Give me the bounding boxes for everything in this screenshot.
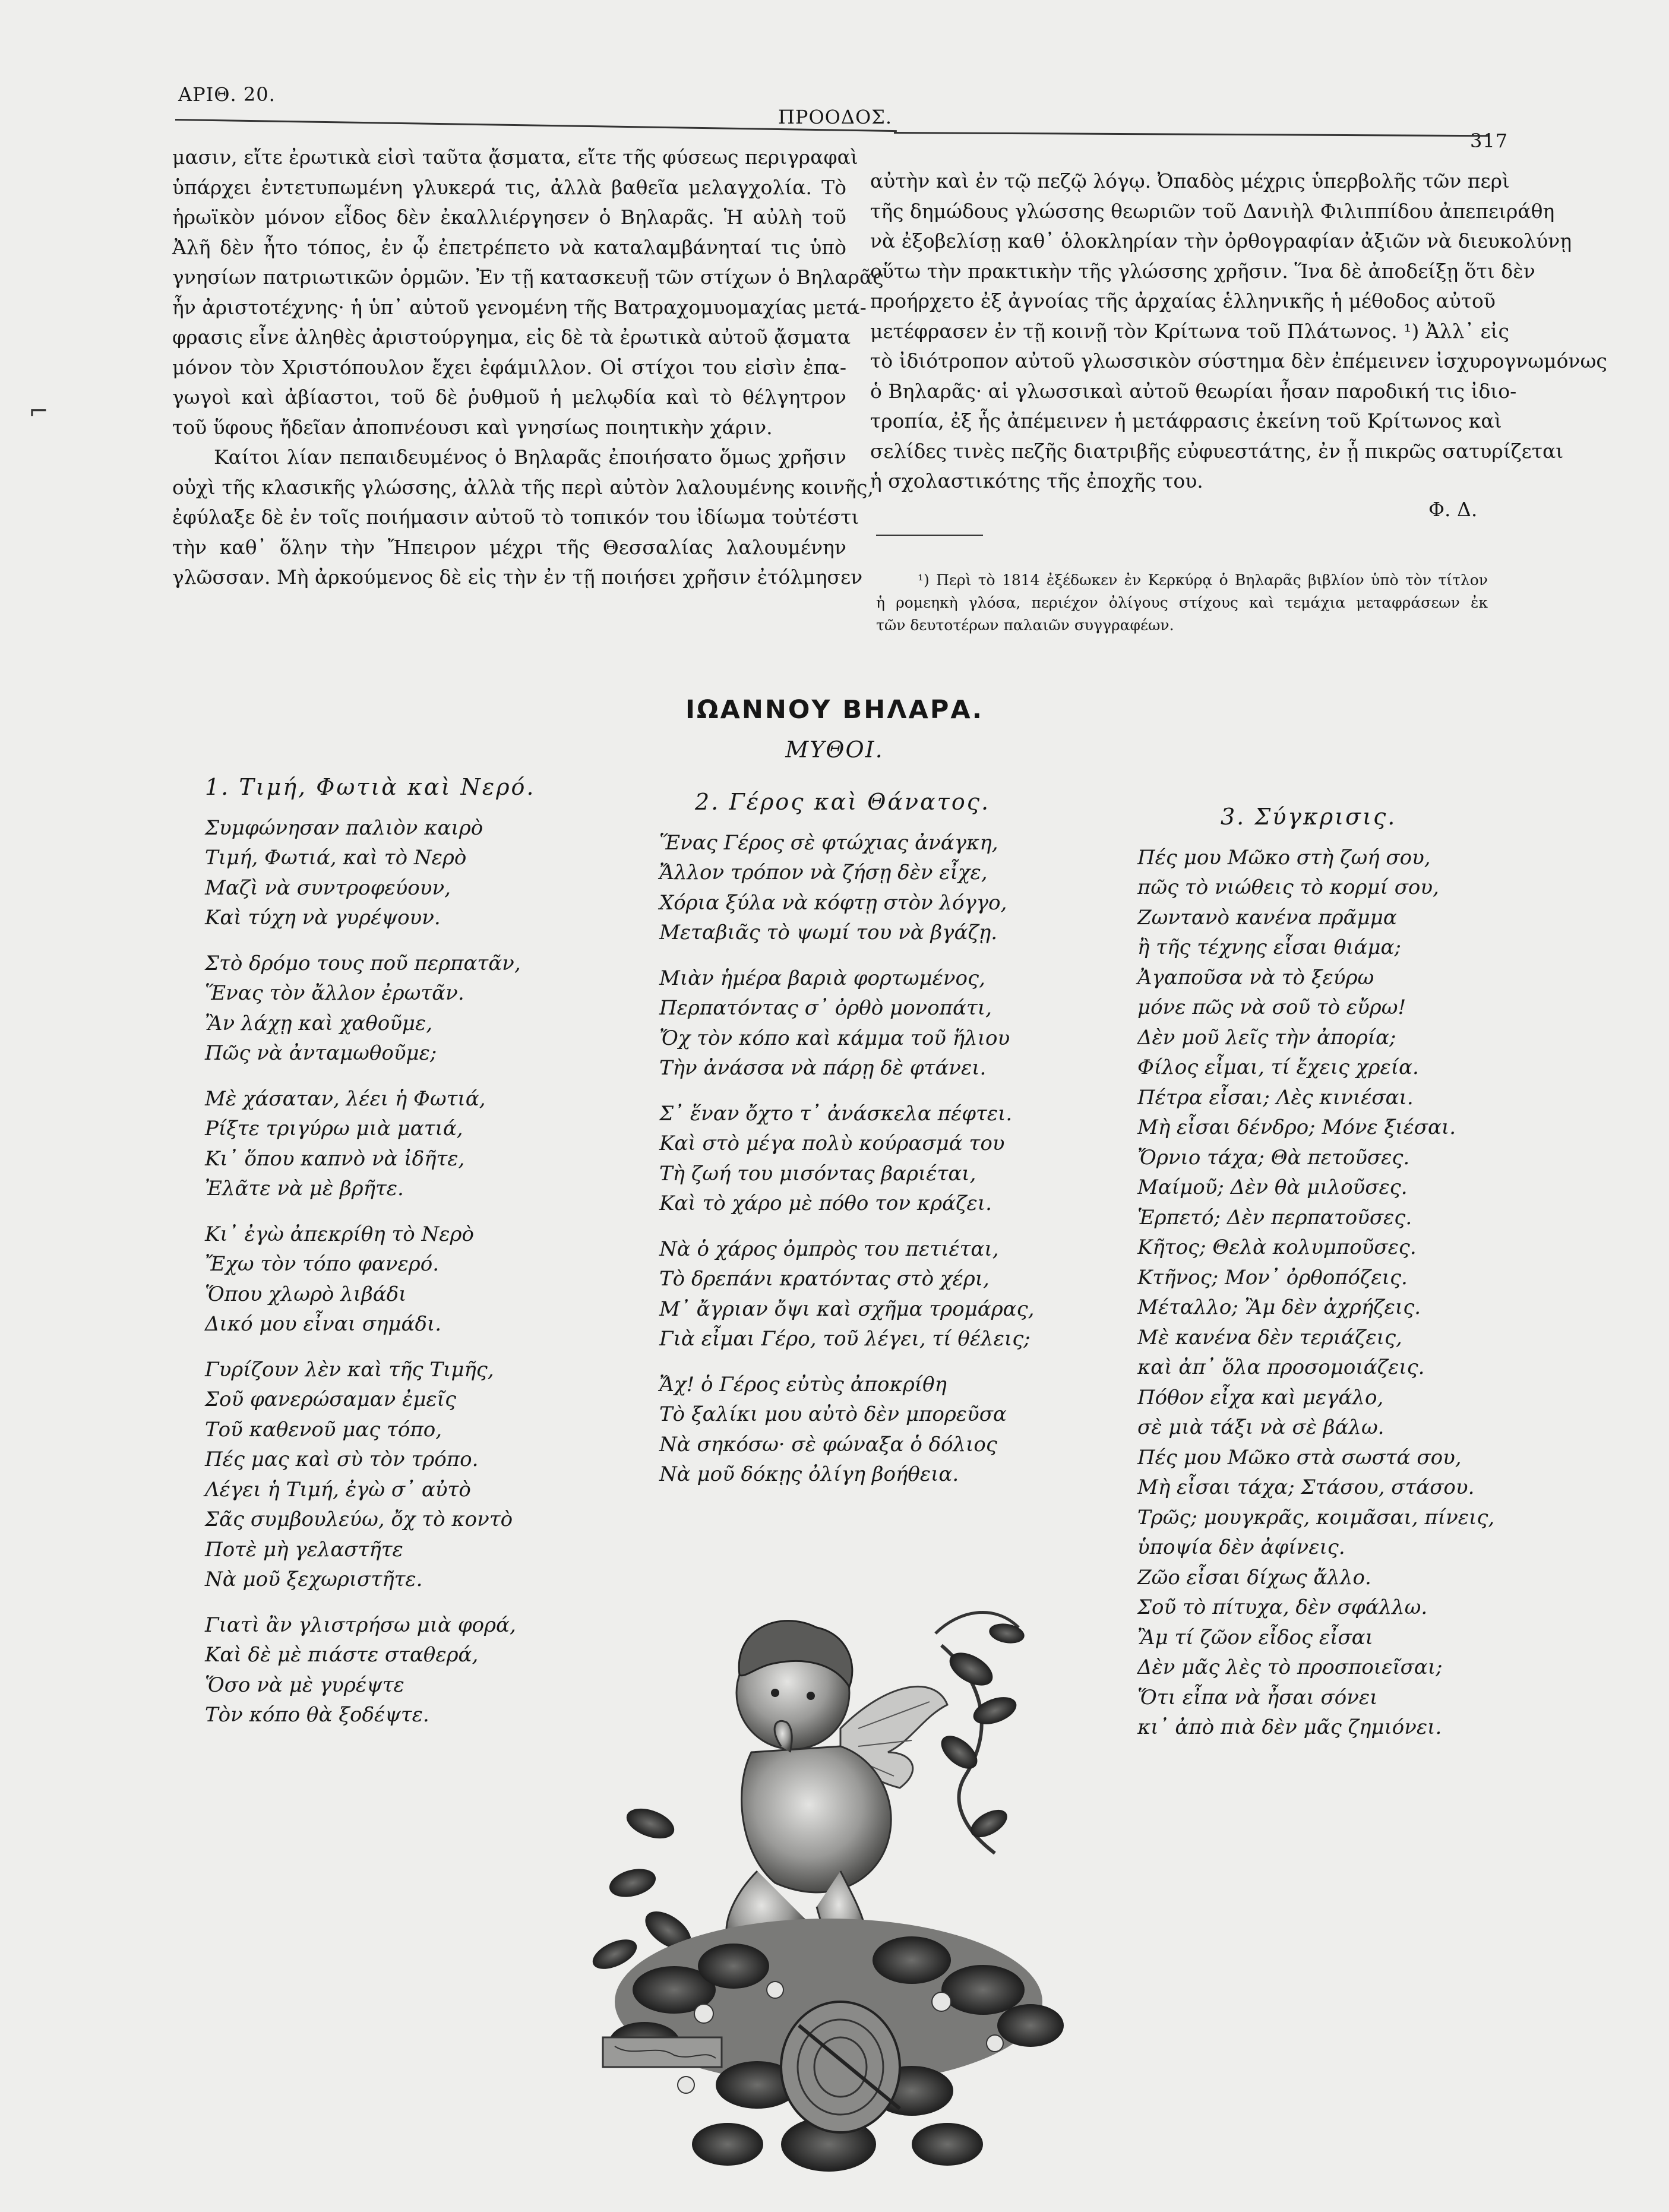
poem2-verse-line: Καὶ στὸ μέγα πολὺ κούρασμά του <box>659 1132 1005 1155</box>
poem3-verse-line: Πές μου Μῶκο στὴ ζωή σου, <box>1137 845 1431 870</box>
right-col-line: σελίδες τινὲς πεζῆς διατριβῆς εὐφυεστάτης, ἐν ᾗ πικρῶς σατυρίζεται <box>870 439 1564 463</box>
poems-section-heading: ΜΥΘΟΙ. <box>785 737 884 763</box>
margin-mark: ⌐ <box>29 398 49 425</box>
poem1-verse-line: Ἕνας τὸν ἄλλον ἐρωτᾶν. <box>205 981 464 1005</box>
poem1-verse-line: Ὅσο νὰ μὲ γυρέψτε <box>205 1673 404 1697</box>
poem3-verse-line: Κτῆνος; Μον᾿ ὀρθοπόζεις. <box>1137 1265 1408 1290</box>
footnote-line: τῶν δευτοτέρων παλαιῶν συγγραφέων. <box>876 617 1174 634</box>
poem1-verse-line: Σᾶς συμβουλεύω, ὄχ τὸ κοντὸ <box>205 1508 513 1531</box>
poem3-verse-line: Ἑρπετό; Δὲν περπατοῦσες. <box>1137 1205 1412 1230</box>
poem-1 <box>205 772 536 1746</box>
poem-2 <box>659 787 1035 1505</box>
poem1-verse-line: Μὲ χάσαταν, λέει ἡ Φωτιά, <box>205 1086 486 1111</box>
poem3-verse-line: Ζῶο εἶσαι δίχως ἄλλο. <box>1137 1565 1371 1590</box>
poem1-verse-line: Γιατὶ ἂν γλιστρήσω μιὰ φορά, <box>205 1613 516 1637</box>
left-prose-column <box>172 143 884 593</box>
journal-title: ΠΡΟΟΔΟΣ. <box>778 106 893 128</box>
poem1-verse-line: Κι᾿ ἐγὼ ἀπεκρίθη τὸ Νερὸ <box>205 1222 474 1246</box>
poem3-verse-line: Σοῦ τὸ πίτυχα, δὲν σφάλλω. <box>1137 1595 1428 1619</box>
poem1-verse-line: Ποτὲ μὴ γελαστῆτε <box>205 1537 403 1562</box>
footnote-line: ¹) Περὶ τὸ 1814 ἐξέδωκεν ἐν Κερκύρᾳ ὁ Βηλαρᾶς βιβλίον ὑπὸ τὸν τίτλον <box>918 571 1488 589</box>
poem3-verse-line: Μὴ εἶσαι τάχα; Στάσου, στάσου. <box>1137 1475 1475 1499</box>
footnote-rule <box>876 535 983 536</box>
poem3-verse-line: κι᾿ ἀπὸ πιὰ δὲν μᾶς ζημιόνει. <box>1137 1715 1442 1739</box>
round-shield <box>781 2002 900 2132</box>
issue-number: ΑΡΙΘ. 20. <box>178 83 276 106</box>
poem3-verse-line: Πόθον εἶχα καὶ μεγάλο, <box>1137 1385 1384 1410</box>
poem3-verse-line: Ζωντανὸ κανένα πρᾶμμα <box>1137 905 1397 930</box>
poem2-verse-line: Περπατόντας σ᾿ ὀρθὸ μονοπάτι, <box>659 996 992 1020</box>
poem1-verse-line: Μαζὶ νὰ συντροφεύουν, <box>205 876 451 900</box>
poem1-stanza <box>205 1355 536 1595</box>
poem1-verse-line: Ἐλᾶτε νὰ μὲ βρῆτε. <box>205 1177 404 1200</box>
right-prose-column <box>870 166 1607 497</box>
poem1-verse-line: Ρίξτε τριγύρω μιὰ ματιά, <box>205 1117 463 1140</box>
poem2-stanza <box>659 963 1035 1083</box>
poem2-verse-line: Ἄχ! ὁ Γέρος εὐτὺς ἀποκρίθη <box>659 1372 947 1396</box>
stone-ledge <box>603 2037 722 2067</box>
left-col-line: ὑπάρχει ἐντετυπωμένη γλυκερά τις, ἀλλὰ βαθεῖα μελαγχολία. Τὸ <box>172 175 846 199</box>
poem2-verse-line: Τὸ ξαλίκι μου αὐτὸ δὲν μπορεῦσα <box>659 1402 1007 1426</box>
poem1-verse-line: Πῶς νὰ ἀνταμωθοῦμε; <box>205 1041 437 1065</box>
poem-1-title: 1. Τιμή, Φωτιὰ καὶ Νερό. <box>205 774 536 800</box>
right-col-line: αὐτὴν καὶ ἐν τῷ πεζῷ λόγῳ. Ὀπαδὸς μέχρις ὑπερβολῆς τῶν περὶ <box>870 169 1510 192</box>
poem1-verse-line: Πές μας καὶ σὺ τὸν τρόπο. <box>205 1448 479 1471</box>
poem1-verse-line: Νὰ μοῦ ξεχωριστῆτε. <box>205 1568 423 1591</box>
poem2-verse-line: Νὰ μοῦ δόκῃς ὀλίγη βοήθεια. <box>659 1462 959 1486</box>
poem3-verse-line: Μὴ εἶσαι δένδρο; Μόνε ξιέσαι. <box>1137 1116 1456 1139</box>
poem1-verse-line: Γυρίζουν λὲν καὶ τῆς Τιμῆς, <box>205 1357 494 1382</box>
poem3-verse-line: Μέταλλο; Ἂμ δὲν ἀχρήζεις. <box>1137 1295 1421 1319</box>
poem2-verse-line: Μιὰν ἡμέρα βαριὰ φορτωμένος, <box>659 966 985 990</box>
left-col-line: μασιν, εἴτε ἐρωτικὰ εἰσὶ ταῦτα ᾄσματα, εἴτε τῆς φύσεως περιγραφαὶ <box>172 146 858 169</box>
poem1-stanza <box>205 949 536 1069</box>
header-rule-right <box>894 132 1488 137</box>
poem2-verse-line: Τὸ δρεπάνι κρατόντας στὸ χέρι, <box>659 1267 990 1291</box>
poem1-verse-line: Λέγει ἡ Τιμή, ἐγὼ σ᾿ αὐτὸ <box>205 1477 471 1502</box>
poem1-verse-line: Κι᾿ ὅπου καπνὸ νὰ ἰδῆτε, <box>205 1146 465 1171</box>
left-col-line: οὐχὶ τῆς κλασικῆς γλώσσης, ἀλλὰ τῆς περὶ αὐτὸν λαλουμένης κοινῆς, <box>172 475 874 499</box>
right-col-line: ὁ Βηλαρᾶς· αἱ γλωσσικαὶ αὐτοῦ θεωρίαι ἦσαν παροδική τις ἰδιο- <box>870 379 1517 403</box>
poem3-verse-line: Δὲν μοῦ λεῖς τὴν ἀπορία; <box>1137 1025 1396 1050</box>
poem2-verse-line: Τὴν ἀνάσσα νὰ πάρῃ δὲ φτάνει. <box>659 1056 987 1080</box>
poem-2-title: 2. Γέρος καὶ Θάνατος. <box>695 789 991 815</box>
poem3-verse-line: Ἀγαποῦσα νὰ τὸ ξεύρω <box>1137 965 1374 990</box>
left-col-line: ἡρωϊκὸν μόνον εἶδος δὲν ἐκαλλιέργησεν ὁ Βηλαρᾶς. Ἡ αὐλὴ τοῦ <box>172 206 846 229</box>
poem2-verse-line: Καὶ τὸ χάρο μὲ πόθο τον κράζει. <box>659 1192 992 1215</box>
left-col-line: Καίτοι λίαν πεπαιδευμένος ὁ Βηλαρᾶς ἐποιήσατο ὅμως χρῆσιν <box>214 445 846 469</box>
page-number: 317 <box>1470 129 1509 152</box>
poems-author-heading: ΙΩΑΝΝΟΥ ΒΗΛΑΡΑ. <box>685 695 984 725</box>
left-col-line: ἦν ἀριστοτέχνης· ἡ ὑπ᾿ αὐτοῦ γενομένη τῆς Βατραχομυομαχίας μετά- <box>172 295 867 319</box>
poem2-stanza <box>659 1099 1035 1219</box>
footnote-line: ἡ ρομεηκὴ γλόσα, περιέχον ὀλίγους στίχους καὶ τεμάχια μεταφράσεων ἐκ <box>876 594 1488 611</box>
poem1-verse-line: Δικό μου εἶναι σημάδι. <box>205 1312 442 1336</box>
left-col-line: γλῶσσαν. Μὴ ἀρκούμενος δὲ εἰς τὴν ἐν τῇ ποιήσει χρῆσιν ἐτόλμησεν <box>172 565 863 589</box>
footnote <box>876 569 1488 637</box>
poem1-stanza <box>205 1084 536 1204</box>
right-col-line: ἡ σχολαστικότης τῆς ἐποχῆς του. <box>870 469 1203 492</box>
cherub-figure <box>726 1621 891 1958</box>
poem1-verse-line: Ὅπου χλωρὸ λιβάδι <box>205 1282 407 1306</box>
poem3-verse-line: μόνε πῶς νὰ σοῦ τὸ εὔρω! <box>1137 996 1406 1019</box>
poem3-verse-line: Ὅτι εἶπα νὰ ἦσαι σόνει <box>1137 1685 1378 1709</box>
poem1-verse-line: Καὶ δὲ μὲ πιάστε σταθερά, <box>205 1643 479 1667</box>
poem1-verse-line: Τοῦ καθενοῦ μας τόπο, <box>205 1417 442 1442</box>
poem3-verse-line: Κῆτος; Θελὰ κολυμποῦσες. <box>1137 1235 1417 1259</box>
poem1-verse-line: Καὶ τύχη νὰ γυρέψουν. <box>205 906 441 930</box>
poem-3 <box>1137 802 1494 1743</box>
poem2-verse-line: Τὴ ζωή του μισόντας βαριέται, <box>659 1161 976 1186</box>
poem2-verse-line: Νὰ ὁ χάρος ὀμπρὸς του πετιέται, <box>659 1237 999 1261</box>
poem3-verse-line: πῶς τὸ νιώθεις τὸ κορμί σου, <box>1137 876 1439 899</box>
poem1-verse-line: Τὸν κόπο θὰ ξοδέψτε. <box>205 1703 429 1727</box>
right-col-line: τροπία, ἐξ ἧς ἀπέμεινεν ἡ μετάφρασις ἐκείνη τοῦ Κρίτωνος καὶ <box>870 409 1502 432</box>
poem2-stanza <box>659 1234 1035 1354</box>
poem3-verse-line: Μὲ κανένα δὲν τεριάζεις, <box>1137 1325 1402 1350</box>
poem3-verse-line: Ἂμ τί ζῶον εἶδος εἶσαι <box>1137 1625 1373 1649</box>
poem3-verse-line: Πέτρα εἶσαι; Λὲς κινιέσαι. <box>1137 1085 1414 1110</box>
right-col-line: τὸ ἰδιότροπον αὐτοῦ γλωσσικὸν σύστημα δὲν ἐπέμεινεν ἰσχυρογνωμόνως <box>870 349 1607 372</box>
poem3-verse-line: Μαίμοῦ; Δὲν θὰ μιλοῦσες. <box>1137 1175 1408 1199</box>
left-col-line: μόνον τὸν Χριστόπουλον ἔχει ἐφάμιλλον. Οἱ στίχοι του εἰσὶν ἐπα- <box>172 355 846 379</box>
right-col-line: προήρχετο ἐξ ἀγνοίας τῆς ἀρχαίας ἑλληνικῆς ἡ μέθοδος αὐτοῦ <box>870 289 1496 312</box>
poem3-verse-line: Δὲν μᾶς λὲς τὸ προσποιεῖσαι; <box>1137 1655 1443 1679</box>
poem3-verse-line: Ὄρνιο τάχα; Θὰ πετοῦσες. <box>1137 1145 1410 1170</box>
poem2-verse-line: Χόρια ξύλα νὰ κόφτῃ στὸν λόγγο, <box>659 890 1007 915</box>
left-col-line: γνησίων πατριωτικῶν ὁρμῶν. Ἐν τῇ κατασκευῇ τῶν στίχων ὁ Βηλαρᾶς <box>172 266 884 289</box>
poem1-verse-line: Στὸ δρόμο τους ποῦ περπατᾶν, <box>205 951 521 975</box>
poem1-verse-line: Συμφώνησαν παλιὸν καιρὸ <box>205 816 483 840</box>
poem1-stanza <box>205 813 536 933</box>
right-col-line: τῆς δημώδους γλώσσης θεωριῶν τοῦ Δανιὴλ Φιλιππίδου ἀπεπειράθη <box>870 199 1555 223</box>
poem2-verse-line: Σ᾿ ἕναν ὄχτο τ᾿ ἀνάσκελα πέφτει. <box>659 1101 1013 1126</box>
poem2-verse-line: Γιὰ εἶμαι Γέρο, τοῦ λέγει, τί θέλεις; <box>659 1327 1031 1351</box>
poem3-verse-line: ὑποψία δὲν ἀφίνεις. <box>1137 1535 1345 1559</box>
poem2-verse-line: Ἕνας Γέρος σὲ φτώχιας ἀνάγκη, <box>659 830 998 855</box>
poem1-stanza <box>205 1610 536 1730</box>
poem3-verse-line: καὶ ἀπ᾿ ὅλα προσομοιάζεις. <box>1137 1355 1425 1379</box>
poem3-verse-line: Πές μου Μῶκο στὰ σωστά σου, <box>1137 1445 1462 1470</box>
left-col-line: ἐφύλαξε δὲ ἐν τοῖς ποιήμασιν αὐτοῦ τὸ τοπικόν του ἰδίωμα τοὐτέστι <box>172 505 859 529</box>
right-col-line: νὰ ἐξοβελίσῃ καθ᾿ ὁλοκληρίαν τὴν ὀρθογραφίαν ἀξιῶν νὰ διευκολύνῃ <box>870 229 1572 252</box>
poem1-stanza <box>205 1219 536 1339</box>
author-signature: Φ. Δ. <box>1428 498 1478 521</box>
left-col-line: τοῦ ὕφους ἤδεῖαν ἀποπνέουσι καὶ γνησίως ποιητικὴν χάριν. <box>172 415 773 439</box>
poem1-verse-line: Ἂν λάχῃ καὶ χαθοῦμε, <box>205 1011 433 1035</box>
poem2-verse-line: Μεταβιᾶς τὸ ψωμί του νὰ βγάζῃ. <box>659 921 998 944</box>
right-col-line: οὕτω τὴν πρακτικὴν τῆς γλώσσης χρῆσιν. Ἵνα δὲ ἀποδείξῃ ὅτι δὲν <box>870 259 1535 283</box>
poem-3-title: 3. Σύγκρισις. <box>1221 804 1397 830</box>
poem3-verse-line: ἢ τῆς τέχνης εἶσαι θιάμα; <box>1137 936 1401 959</box>
poem1-verse-line: Ἔχω τὸν τόπο φανερό. <box>205 1252 440 1276</box>
left-col-line: Ἀλῆ δὲν ἦτο τόπος, ἐν ᾧ ἐπετρέπετο νὰ καταλαμβάνηταί τις ὑπὸ <box>172 235 846 259</box>
right-col-line: μετέφρασεν ἐν τῇ κοινῇ τὸν Κρίτωνα τοῦ Πλάτωνος. ¹) Ἀλλ᾿ εἰς <box>870 319 1510 343</box>
left-col-line: τὴν καθ᾿ ὅλην τὴν Ἤπειρον μέχρι τῆς Θεσσαλίας λαλουμένην <box>172 535 846 559</box>
poem2-stanza <box>659 828 1035 948</box>
poem1-verse-line: Τιμή, Φωτιά, καὶ τὸ Νερὸ <box>205 846 467 870</box>
poem2-verse-line: Μ᾿ ἄγριαν ὄψι καὶ σχῆμα τρομάρας, <box>659 1297 1035 1321</box>
poem3-verse-line: Φίλος εἶμαι, τί ἔχεις χρεία. <box>1137 1056 1419 1079</box>
poem3-verse-line: σὲ μιὰ τάξι νὰ σὲ βάλω. <box>1137 1415 1384 1439</box>
left-col-line: φρασις εἶνε ἀληθὲς ἀριστούργημα, εἰς δὲ τὰ ἐρωτικὰ αὐτοῦ ᾄσματα <box>172 326 851 349</box>
poem1-verse-line: Σοῦ φανερώσαμαν ἐμεῖς <box>205 1388 457 1411</box>
poem3-verse-line: Τρῶς; μουγκρᾶς, κοιμᾶσαι, πίνεις, <box>1137 1505 1495 1530</box>
poem2-verse-line: Ὄχ τὸν κόπο καὶ κάμμα τοῦ ἥλιου <box>659 1026 1010 1050</box>
poem2-verse-line: Ἄλλον τρόπον νὰ ζήσῃ δὲν εἶχε, <box>659 861 988 884</box>
left-col-line: γωγοὶ καὶ ἀβίαστοι, τοῦ δὲ ῥυθμοῦ ἡ μελῳδία καὶ τὸ θέλγητρον <box>172 385 846 409</box>
cherub-illustration <box>579 1574 1090 2204</box>
poem2-verse-line: Νὰ σηκόσω· σὲ φώναξα ὁ δόλιος <box>659 1432 997 1456</box>
poem2-stanza <box>659 1370 1035 1490</box>
